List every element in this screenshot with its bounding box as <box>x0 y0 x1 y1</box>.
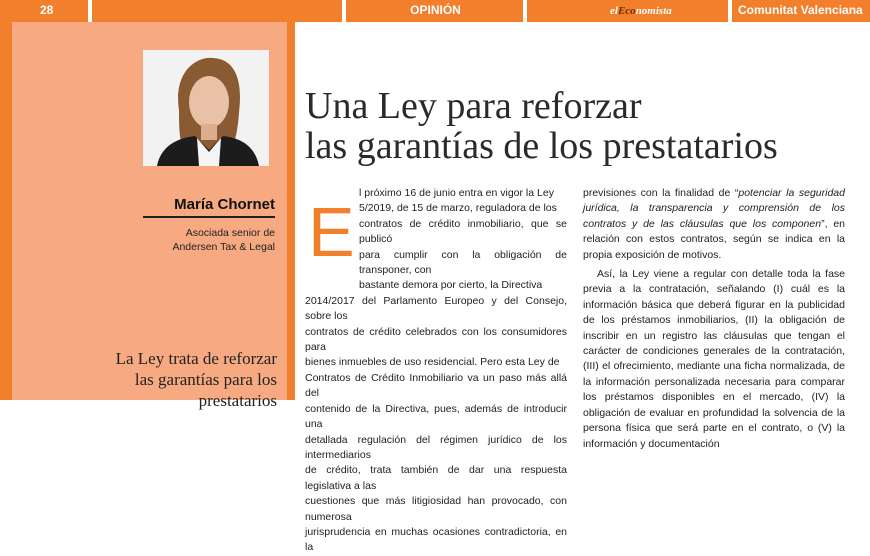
page-number: 28 <box>40 3 54 17</box>
body-line: bastante demora por cierto, la Directiva <box>359 279 543 292</box>
body-line: Contratos de Crédito Inmobiliario va un paso más allá del <box>305 371 567 400</box>
body-line: bienes inmuebles de uso residencial. Pero esta Ley de <box>305 356 560 369</box>
author-company: Andersen Tax & Legal <box>172 241 275 253</box>
article-column-2 <box>583 186 845 456</box>
drop-cap: E <box>308 193 355 271</box>
body-line: 2014/2017 del Parlamento Europeo y del Consejo, sobre los <box>305 294 567 323</box>
author-photo <box>143 50 269 166</box>
author-role: Asociada senior de <box>185 227 275 239</box>
region-label: Comunitat Valenciana <box>738 3 863 17</box>
body-line: para cumplir con la obligación de transponer, con <box>359 248 567 277</box>
body-paragraph: Así, la Ley viene a regular con detalle toda la fase previa a la contratación, señalando (I) cuál es la información básica que deberá figurar en la publicidad de los préstamos inmobiliarios, (II) la obligación de inscribir en un registro las cláusulas que tengan el carácter de condiciones generales de la contratación, (III) el ofrecimiento, mediante una ficha normalizada, de la información personalizada necesaria para comparar los préstamos disponibles en el mercado, (IV) la obligación de evaluar en profundidad la solvencia de la persona física que será parte en el contrato, o (V) la información y documentación <box>583 268 845 450</box>
publication-logo: elEconomista <box>610 5 672 17</box>
column-separator <box>287 22 295 400</box>
body-paragraph: previsiones con la finalidad de “potenciar la seguridad jurídica, la transparencia y comprensión de los contratos y de las cláusulas que los componen”, en relación con estos contratos, según se indica en la propia exposición de motivos. <box>583 187 845 261</box>
author-rule <box>143 216 275 218</box>
body-line: de crédito, trata también de dar una respuesta legislativa a las <box>305 464 567 492</box>
title-line: Una Ley para reforzar <box>305 85 642 127</box>
body-line: cuestiones que más litigiosidad han provocado, con numerosa <box>305 495 567 523</box>
section-label: OPINIÓN <box>410 3 461 17</box>
title-line: las garantías de los prestatarios <box>305 125 778 167</box>
body-line: 5/2019, de 15 de marzo, reguladora de los <box>359 202 557 215</box>
article-title <box>305 86 860 166</box>
left-border <box>0 22 12 400</box>
body-line: l próximo 16 de junio entra en vigor la Ley <box>359 187 554 199</box>
author-name: María Chornet <box>174 196 275 213</box>
body-line: contenido de la Directiva, pues, además de introducir una <box>305 402 567 431</box>
body-line: detallada regulación del régimen jurídico de los intermediarios <box>305 433 567 461</box>
header-divider <box>88 0 92 22</box>
header-divider <box>523 0 527 22</box>
pull-quote: La Ley trata de reforzar las garantías para los prestatarios <box>115 349 277 410</box>
body-line: contratos de crédito celebrados con los consumidores para <box>305 325 567 354</box>
body-line: jurisprudencia en muchas ocasiones contradictoria, en la <box>305 525 567 554</box>
article-column-1 <box>305 186 567 556</box>
header-divider <box>728 0 732 22</box>
header-divider <box>342 0 346 22</box>
body-line: contratos de crédito inmobiliario, que se publicó <box>359 217 567 246</box>
